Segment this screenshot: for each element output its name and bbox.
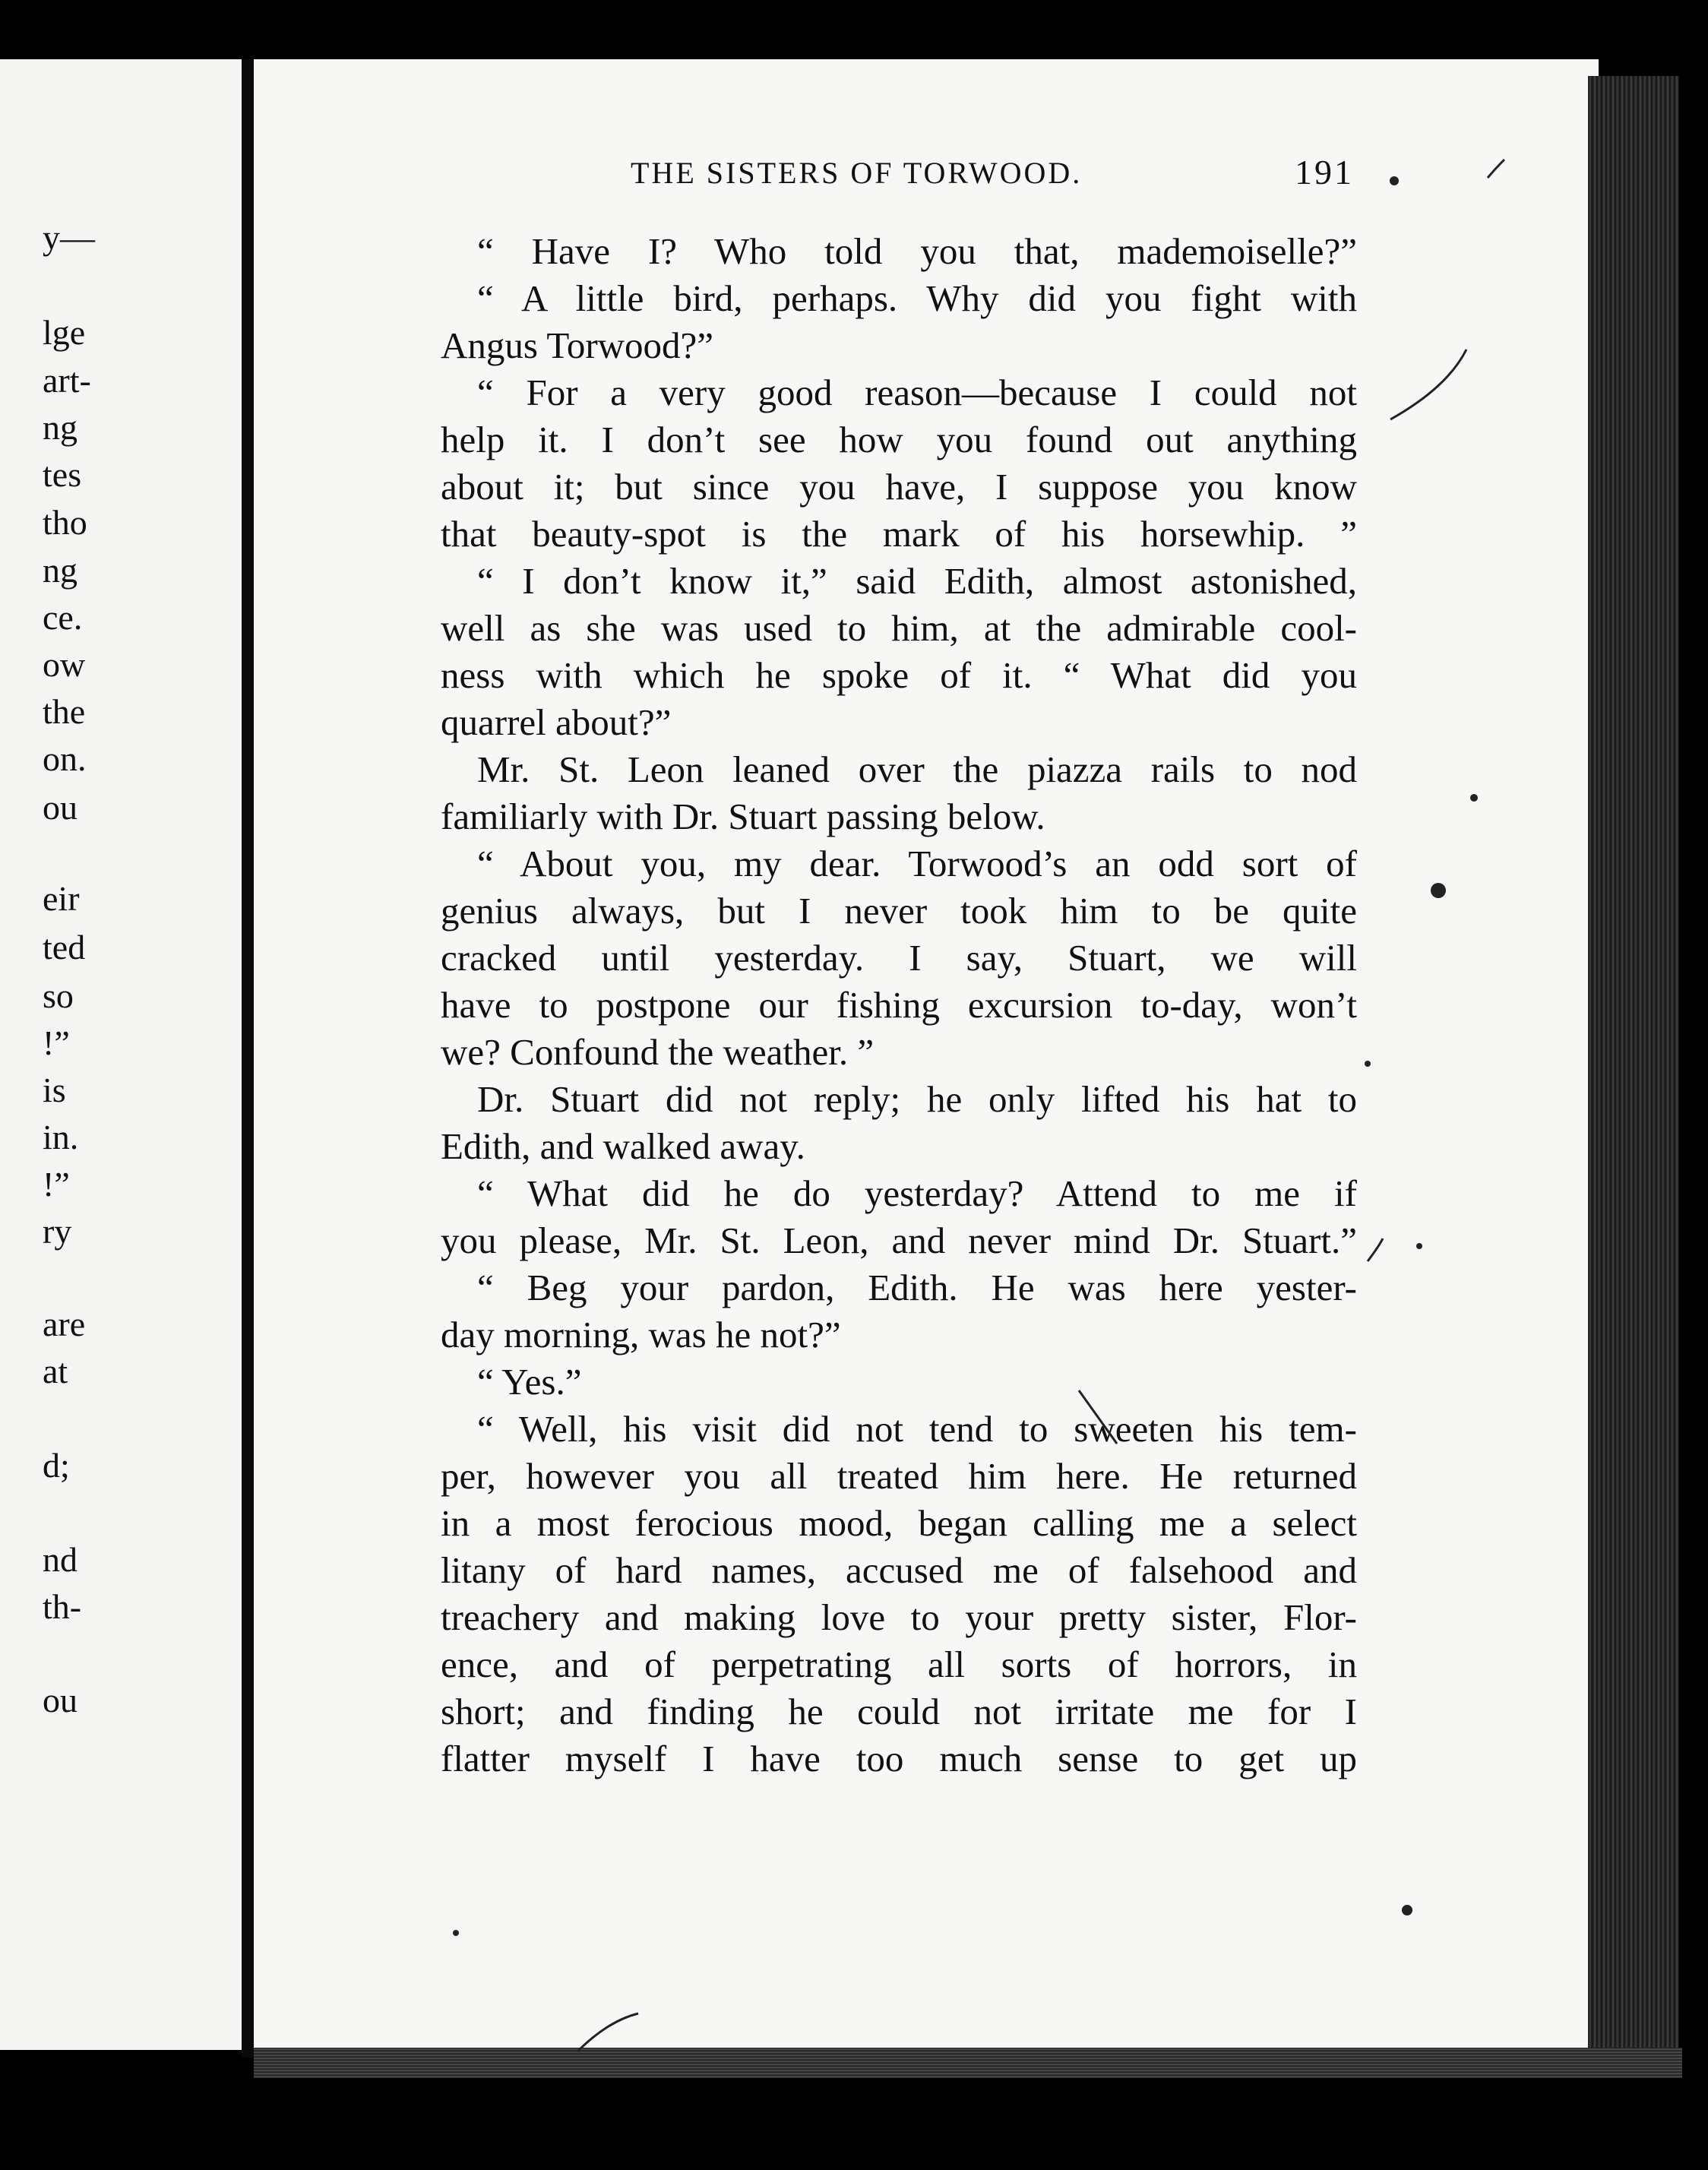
left-page-fragment: the xyxy=(43,692,86,731)
left-page-fragment: y— xyxy=(43,218,95,257)
body-text xyxy=(441,228,1357,1782)
text-line: genius always, but I never took him to be quite xyxy=(441,890,1357,932)
left-page-fragment: on. xyxy=(43,739,87,778)
text-line: “ About you, my dear. Torwood’s an odd sort of xyxy=(477,843,1357,884)
text-line: Angus Torwood?” xyxy=(441,324,714,366)
left-page-fragment: eir xyxy=(43,879,80,918)
text-line: familiarly with Dr. Stuart passing below. xyxy=(441,796,1045,837)
page-number: 191 xyxy=(1295,153,1354,191)
left-page-fragment: in. xyxy=(43,1118,79,1156)
text-line: short; and finding he could not irritate me for I xyxy=(441,1691,1357,1732)
text-line: “ A little bird, perhaps. Why did you fight with xyxy=(477,277,1357,319)
text-line: help it. I don’t see how you found out anything xyxy=(441,419,1357,460)
left-page-fragment: nd xyxy=(43,1540,77,1579)
text-line: “ Beg your pardon, Edith. He was here yester- xyxy=(477,1267,1357,1308)
text-line: “ Yes.” xyxy=(477,1361,582,1403)
left-page-fragment: are xyxy=(43,1305,86,1343)
text-line: “ I don’t know it,” said Edith, almost astonished, xyxy=(477,560,1357,602)
page-bottom-edge xyxy=(254,2048,1682,2078)
left-page-fragment: ou xyxy=(43,1681,77,1719)
text-line: ness with which he spoke of it. “ What did you xyxy=(441,654,1357,696)
left-page-fragment: tes xyxy=(43,455,82,494)
book-gutter xyxy=(242,59,254,2058)
left-page-fragment: ry xyxy=(43,1212,72,1251)
left-page-fragment: tho xyxy=(43,503,87,542)
left-page-fragment: ted xyxy=(43,928,86,966)
text-line: “ Well, his visit did not tend to sweeten his tem- xyxy=(477,1408,1357,1450)
text-line: “ What did he do yesterday? Attend to me if xyxy=(477,1172,1357,1214)
text-line: cracked until yesterday. I say, Stuart, we will xyxy=(441,937,1357,979)
running-header xyxy=(372,155,1354,201)
text-line: we? Confound the weather. ” xyxy=(441,1031,875,1073)
left-page-fragment: ng xyxy=(43,551,77,590)
text-line: flatter myself I have too much sense to get up xyxy=(441,1738,1357,1779)
text-line: “ For a very good reason—because I could not xyxy=(477,372,1357,413)
left-page-fragment: lge xyxy=(43,313,86,352)
text-line: per, however you all treated him here. He returned xyxy=(441,1455,1357,1497)
text-line: well as she was used to him, at the admirable cool- xyxy=(441,607,1357,649)
text-line: Dr. Stuart did not reply; he only lifted his hat to xyxy=(477,1078,1357,1120)
page-stack-edge xyxy=(1588,76,1679,2067)
left-page-fragment: is xyxy=(43,1071,66,1109)
left-page-fragment: d; xyxy=(43,1446,70,1485)
left-page-fragment: art- xyxy=(43,361,91,400)
text-line: Mr. St. Leon leaned over the piazza rails to nod xyxy=(477,748,1357,790)
text-line: have to postpone our fishing excursion to-day, won’t xyxy=(441,984,1357,1026)
left-page-fragment: ng xyxy=(43,408,77,447)
text-line: in a most ferocious mood, began calling me a select xyxy=(441,1502,1357,1544)
text-line: treachery and making love to your pretty sister, Flor- xyxy=(441,1596,1357,1638)
left-page-fragment: ow xyxy=(43,645,86,684)
left-page-fragment: !” xyxy=(43,1165,70,1204)
text-line: Edith, and walked away. xyxy=(441,1125,805,1167)
left-page-fragment: ou xyxy=(43,788,77,827)
text-line: litany of hard names, accused me of falsehood and xyxy=(441,1549,1357,1591)
left-page-fragment: ce. xyxy=(43,598,83,637)
left-page-fragment: so xyxy=(43,976,74,1015)
text-line: day morning, was he not?” xyxy=(441,1314,841,1355)
left-page-fragment: th- xyxy=(43,1587,82,1626)
left-page-edge xyxy=(0,59,242,2050)
left-page-fragment: at xyxy=(43,1352,68,1390)
running-title: THE SISTERS OF TORWOOD. xyxy=(631,156,1083,190)
text-line: “ Have I? Who told you that, mademoiselle?” xyxy=(477,230,1357,272)
text-line: ence, and of perpetrating all sorts of horrors, in xyxy=(441,1643,1357,1685)
text-line: you please, Mr. St. Leon, and never mind Dr. Stuart.” xyxy=(441,1219,1357,1261)
text-line: about it; but since you have, I suppose you know xyxy=(441,466,1357,508)
text-line: that beauty-spot is the mark of his horsewhip. ” xyxy=(441,513,1357,555)
text-line: quarrel about?” xyxy=(441,701,672,743)
left-page-fragment: !” xyxy=(43,1023,70,1062)
